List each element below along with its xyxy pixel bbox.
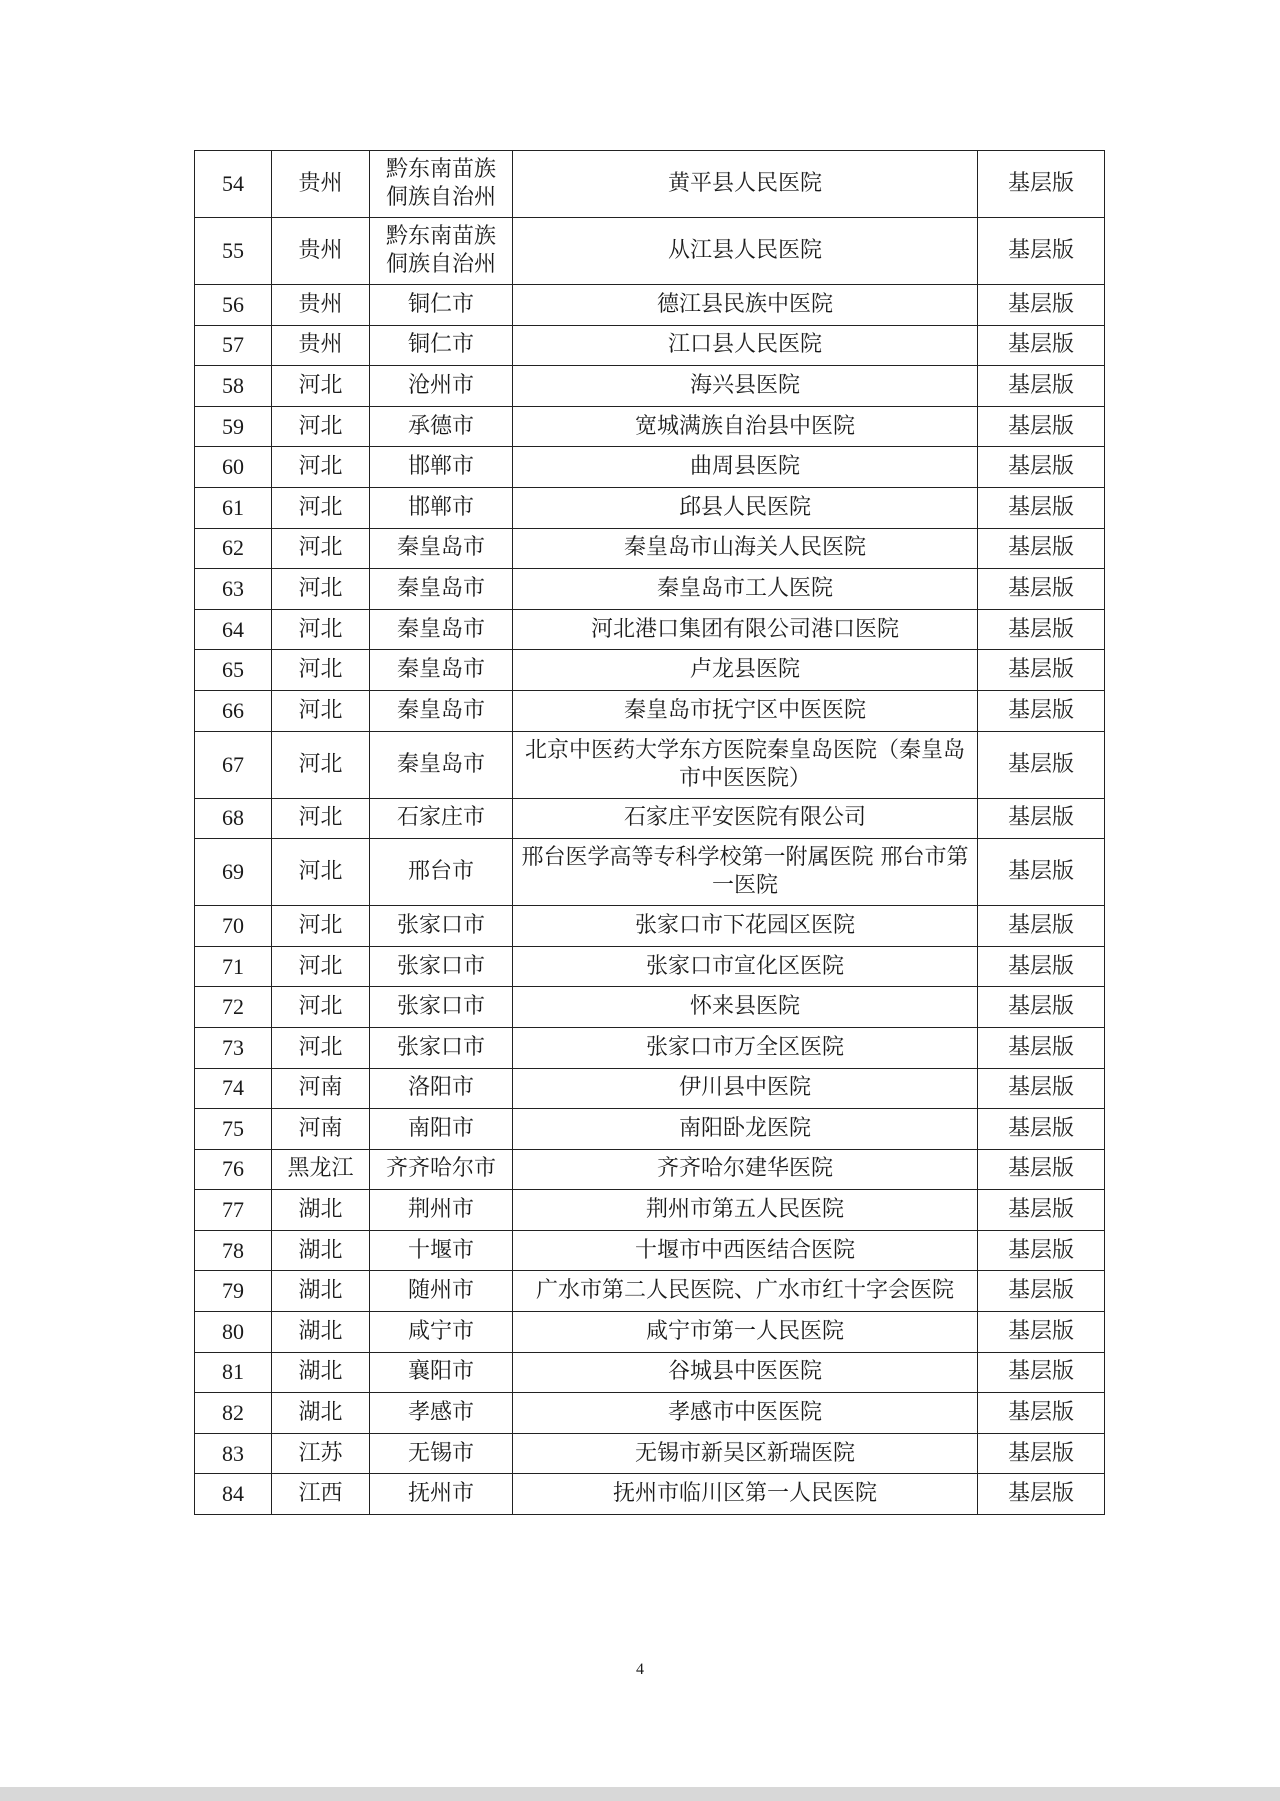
cell-number: 66 xyxy=(195,690,272,731)
cell-province: 河北 xyxy=(272,528,370,569)
table-row xyxy=(195,1027,1105,1068)
page-number: 4 xyxy=(636,1661,644,1678)
cell-hospital: 石家庄平安医院有限公司 xyxy=(513,798,978,839)
cell-hospital: 德江县民族中医院 xyxy=(513,285,978,326)
cell-version: 基层版 xyxy=(978,798,1105,839)
cell-province: 湖北 xyxy=(272,1271,370,1312)
cell-number: 56 xyxy=(195,285,272,326)
cell-version: 基层版 xyxy=(978,946,1105,987)
table-row xyxy=(195,839,1105,906)
table-row xyxy=(195,731,1105,798)
cell-city: 洛阳市 xyxy=(370,1068,513,1109)
cell-province: 河北 xyxy=(272,798,370,839)
cell-city: 无锡市 xyxy=(370,1433,513,1474)
cell-version: 基层版 xyxy=(978,528,1105,569)
cell-number: 78 xyxy=(195,1230,272,1271)
cell-hospital: 抚州市临川区第一人民医院 xyxy=(513,1474,978,1515)
cell-hospital: 张家口市下花园区医院 xyxy=(513,906,978,947)
table-row xyxy=(195,906,1105,947)
cell-city: 承德市 xyxy=(370,406,513,447)
cell-hospital: 河北港口集团有限公司港口医院 xyxy=(513,609,978,650)
cell-hospital: 伊川县中医院 xyxy=(513,1068,978,1109)
cell-city: 南阳市 xyxy=(370,1109,513,1150)
cell-number: 82 xyxy=(195,1393,272,1434)
cell-province: 河北 xyxy=(272,987,370,1028)
cell-version: 基层版 xyxy=(978,731,1105,798)
table-row xyxy=(195,1433,1105,1474)
table-row xyxy=(195,1109,1105,1150)
table-row xyxy=(195,406,1105,447)
cell-hospital: 邢台医学高等专科学校第一附属医院 邢台市第一医院 xyxy=(513,839,978,906)
cell-version: 基层版 xyxy=(978,839,1105,906)
table-row xyxy=(195,447,1105,488)
cell-city: 秦皇岛市 xyxy=(370,609,513,650)
table-row xyxy=(195,1474,1105,1515)
cell-province: 河北 xyxy=(272,487,370,528)
cell-version: 基层版 xyxy=(978,569,1105,610)
cell-version: 基层版 xyxy=(978,151,1105,218)
cell-version: 基层版 xyxy=(978,1393,1105,1434)
cell-version: 基层版 xyxy=(978,1230,1105,1271)
cell-version: 基层版 xyxy=(978,1312,1105,1353)
cell-number: 72 xyxy=(195,987,272,1028)
cell-number: 69 xyxy=(195,839,272,906)
cell-hospital: 无锡市新吴区新瑞医院 xyxy=(513,1433,978,1474)
cell-version: 基层版 xyxy=(978,1433,1105,1474)
cell-city: 随州市 xyxy=(370,1271,513,1312)
cell-province: 河北 xyxy=(272,906,370,947)
cell-number: 61 xyxy=(195,487,272,528)
cell-number: 75 xyxy=(195,1109,272,1150)
table-row xyxy=(195,366,1105,407)
cell-hospital: 江口县人民医院 xyxy=(513,325,978,366)
cell-province: 贵州 xyxy=(272,151,370,218)
cell-province: 河北 xyxy=(272,406,370,447)
table-row xyxy=(195,528,1105,569)
cell-number: 77 xyxy=(195,1190,272,1231)
cell-city: 沧州市 xyxy=(370,366,513,407)
cell-city: 石家庄市 xyxy=(370,798,513,839)
cell-number: 57 xyxy=(195,325,272,366)
cell-city: 黔东南苗族侗族自治州 xyxy=(370,218,513,285)
cell-hospital: 张家口市宣化区医院 xyxy=(513,946,978,987)
table-row xyxy=(195,1149,1105,1190)
cell-province: 河南 xyxy=(272,1109,370,1150)
cell-hospital: 秦皇岛市山海关人民医院 xyxy=(513,528,978,569)
cell-hospital: 十堰市中西医结合医院 xyxy=(513,1230,978,1271)
table-row xyxy=(195,1230,1105,1271)
cell-city: 秦皇岛市 xyxy=(370,569,513,610)
cell-version: 基层版 xyxy=(978,1109,1105,1150)
cell-province: 河北 xyxy=(272,690,370,731)
cell-province: 湖北 xyxy=(272,1230,370,1271)
cell-number: 65 xyxy=(195,650,272,691)
cell-hospital: 秦皇岛市抚宁区中医医院 xyxy=(513,690,978,731)
cell-number: 62 xyxy=(195,528,272,569)
cell-province: 湖北 xyxy=(272,1190,370,1231)
cell-version: 基层版 xyxy=(978,406,1105,447)
cell-city: 铜仁市 xyxy=(370,285,513,326)
cell-number: 55 xyxy=(195,218,272,285)
cell-province: 河北 xyxy=(272,569,370,610)
cell-version: 基层版 xyxy=(978,1474,1105,1515)
cell-province: 贵州 xyxy=(272,325,370,366)
cell-city: 秦皇岛市 xyxy=(370,528,513,569)
cell-city: 荆州市 xyxy=(370,1190,513,1231)
table-row xyxy=(195,218,1105,285)
cell-version: 基层版 xyxy=(978,906,1105,947)
cell-city: 铜仁市 xyxy=(370,325,513,366)
cell-number: 60 xyxy=(195,447,272,488)
cell-version: 基层版 xyxy=(978,447,1105,488)
cell-province: 江西 xyxy=(272,1474,370,1515)
cell-hospital: 荆州市第五人民医院 xyxy=(513,1190,978,1231)
cell-hospital: 从江县人民医院 xyxy=(513,218,978,285)
cell-province: 黑龙江 xyxy=(272,1149,370,1190)
cell-version: 基层版 xyxy=(978,285,1105,326)
cell-hospital: 曲周县医院 xyxy=(513,447,978,488)
cell-city: 邯郸市 xyxy=(370,487,513,528)
cell-province: 贵州 xyxy=(272,218,370,285)
cell-version: 基层版 xyxy=(978,1190,1105,1231)
table-row xyxy=(195,285,1105,326)
cell-number: 79 xyxy=(195,1271,272,1312)
cell-number: 68 xyxy=(195,798,272,839)
cell-province: 贵州 xyxy=(272,285,370,326)
cell-city: 襄阳市 xyxy=(370,1352,513,1393)
table-row xyxy=(195,1190,1105,1231)
cell-city: 齐齐哈尔市 xyxy=(370,1149,513,1190)
cell-version: 基层版 xyxy=(978,1027,1105,1068)
cell-province: 湖北 xyxy=(272,1352,370,1393)
table-row xyxy=(195,798,1105,839)
cell-province: 湖北 xyxy=(272,1393,370,1434)
cell-city: 孝感市 xyxy=(370,1393,513,1434)
table-body xyxy=(195,151,1105,1515)
table-row xyxy=(195,609,1105,650)
cell-city: 张家口市 xyxy=(370,906,513,947)
cell-hospital: 海兴县医院 xyxy=(513,366,978,407)
hospital-list-table xyxy=(194,150,1105,1515)
cell-number: 63 xyxy=(195,569,272,610)
scan-bottom-edge xyxy=(0,1787,1280,1801)
table-row xyxy=(195,151,1105,218)
cell-version: 基层版 xyxy=(978,609,1105,650)
cell-hospital: 谷城县中医医院 xyxy=(513,1352,978,1393)
cell-version: 基层版 xyxy=(978,1352,1105,1393)
cell-version: 基层版 xyxy=(978,487,1105,528)
cell-version: 基层版 xyxy=(978,1068,1105,1109)
cell-version: 基层版 xyxy=(978,1149,1105,1190)
cell-hospital: 黄平县人民医院 xyxy=(513,151,978,218)
cell-number: 71 xyxy=(195,946,272,987)
cell-number: 76 xyxy=(195,1149,272,1190)
cell-hospital: 宽城满族自治县中医院 xyxy=(513,406,978,447)
cell-number: 67 xyxy=(195,731,272,798)
cell-number: 84 xyxy=(195,1474,272,1515)
cell-number: 64 xyxy=(195,609,272,650)
table-row xyxy=(195,987,1105,1028)
cell-city: 张家口市 xyxy=(370,987,513,1028)
table-row xyxy=(195,1068,1105,1109)
table-row xyxy=(195,690,1105,731)
cell-city: 邯郸市 xyxy=(370,447,513,488)
cell-number: 54 xyxy=(195,151,272,218)
cell-hospital: 张家口市万全区医院 xyxy=(513,1027,978,1068)
cell-city: 黔东南苗族侗族自治州 xyxy=(370,151,513,218)
cell-city: 秦皇岛市 xyxy=(370,650,513,691)
cell-province: 河北 xyxy=(272,447,370,488)
cell-version: 基层版 xyxy=(978,366,1105,407)
cell-province: 河北 xyxy=(272,650,370,691)
cell-city: 秦皇岛市 xyxy=(370,690,513,731)
cell-hospital: 北京中医药大学东方医院秦皇岛医院（秦皇岛市中医医院） xyxy=(513,731,978,798)
table-row xyxy=(195,487,1105,528)
cell-province: 河北 xyxy=(272,839,370,906)
cell-city: 秦皇岛市 xyxy=(370,731,513,798)
cell-hospital: 卢龙县医院 xyxy=(513,650,978,691)
cell-hospital: 秦皇岛市工人医院 xyxy=(513,569,978,610)
cell-number: 83 xyxy=(195,1433,272,1474)
cell-hospital: 齐齐哈尔建华医院 xyxy=(513,1149,978,1190)
cell-number: 59 xyxy=(195,406,272,447)
cell-province: 河北 xyxy=(272,731,370,798)
table-row xyxy=(195,1312,1105,1353)
cell-province: 河北 xyxy=(272,366,370,407)
cell-city: 十堰市 xyxy=(370,1230,513,1271)
cell-province: 河北 xyxy=(272,1027,370,1068)
cell-city: 抚州市 xyxy=(370,1474,513,1515)
cell-number: 58 xyxy=(195,366,272,407)
cell-number: 70 xyxy=(195,906,272,947)
cell-province: 河北 xyxy=(272,946,370,987)
cell-number: 81 xyxy=(195,1352,272,1393)
table-row xyxy=(195,650,1105,691)
table-row xyxy=(195,569,1105,610)
cell-version: 基层版 xyxy=(978,1271,1105,1312)
table-row xyxy=(195,946,1105,987)
cell-hospital: 怀来县医院 xyxy=(513,987,978,1028)
cell-hospital: 咸宁市第一人民医院 xyxy=(513,1312,978,1353)
cell-version: 基层版 xyxy=(978,218,1105,285)
cell-city: 张家口市 xyxy=(370,1027,513,1068)
cell-hospital: 邱县人民医院 xyxy=(513,487,978,528)
cell-version: 基层版 xyxy=(978,650,1105,691)
cell-hospital: 孝感市中医医院 xyxy=(513,1393,978,1434)
cell-version: 基层版 xyxy=(978,987,1105,1028)
cell-province: 河南 xyxy=(272,1068,370,1109)
cell-province: 江苏 xyxy=(272,1433,370,1474)
cell-version: 基层版 xyxy=(978,325,1105,366)
cell-number: 80 xyxy=(195,1312,272,1353)
cell-hospital: 广水市第二人民医院、广水市红十字会医院 xyxy=(513,1271,978,1312)
cell-version: 基层版 xyxy=(978,690,1105,731)
table-row xyxy=(195,325,1105,366)
table-row xyxy=(195,1352,1105,1393)
cell-province: 河北 xyxy=(272,609,370,650)
cell-city: 咸宁市 xyxy=(370,1312,513,1353)
cell-hospital: 南阳卧龙医院 xyxy=(513,1109,978,1150)
cell-city: 张家口市 xyxy=(370,946,513,987)
cell-number: 73 xyxy=(195,1027,272,1068)
cell-province: 湖北 xyxy=(272,1312,370,1353)
cell-number: 74 xyxy=(195,1068,272,1109)
cell-city: 邢台市 xyxy=(370,839,513,906)
table-row xyxy=(195,1271,1105,1312)
table-row xyxy=(195,1393,1105,1434)
